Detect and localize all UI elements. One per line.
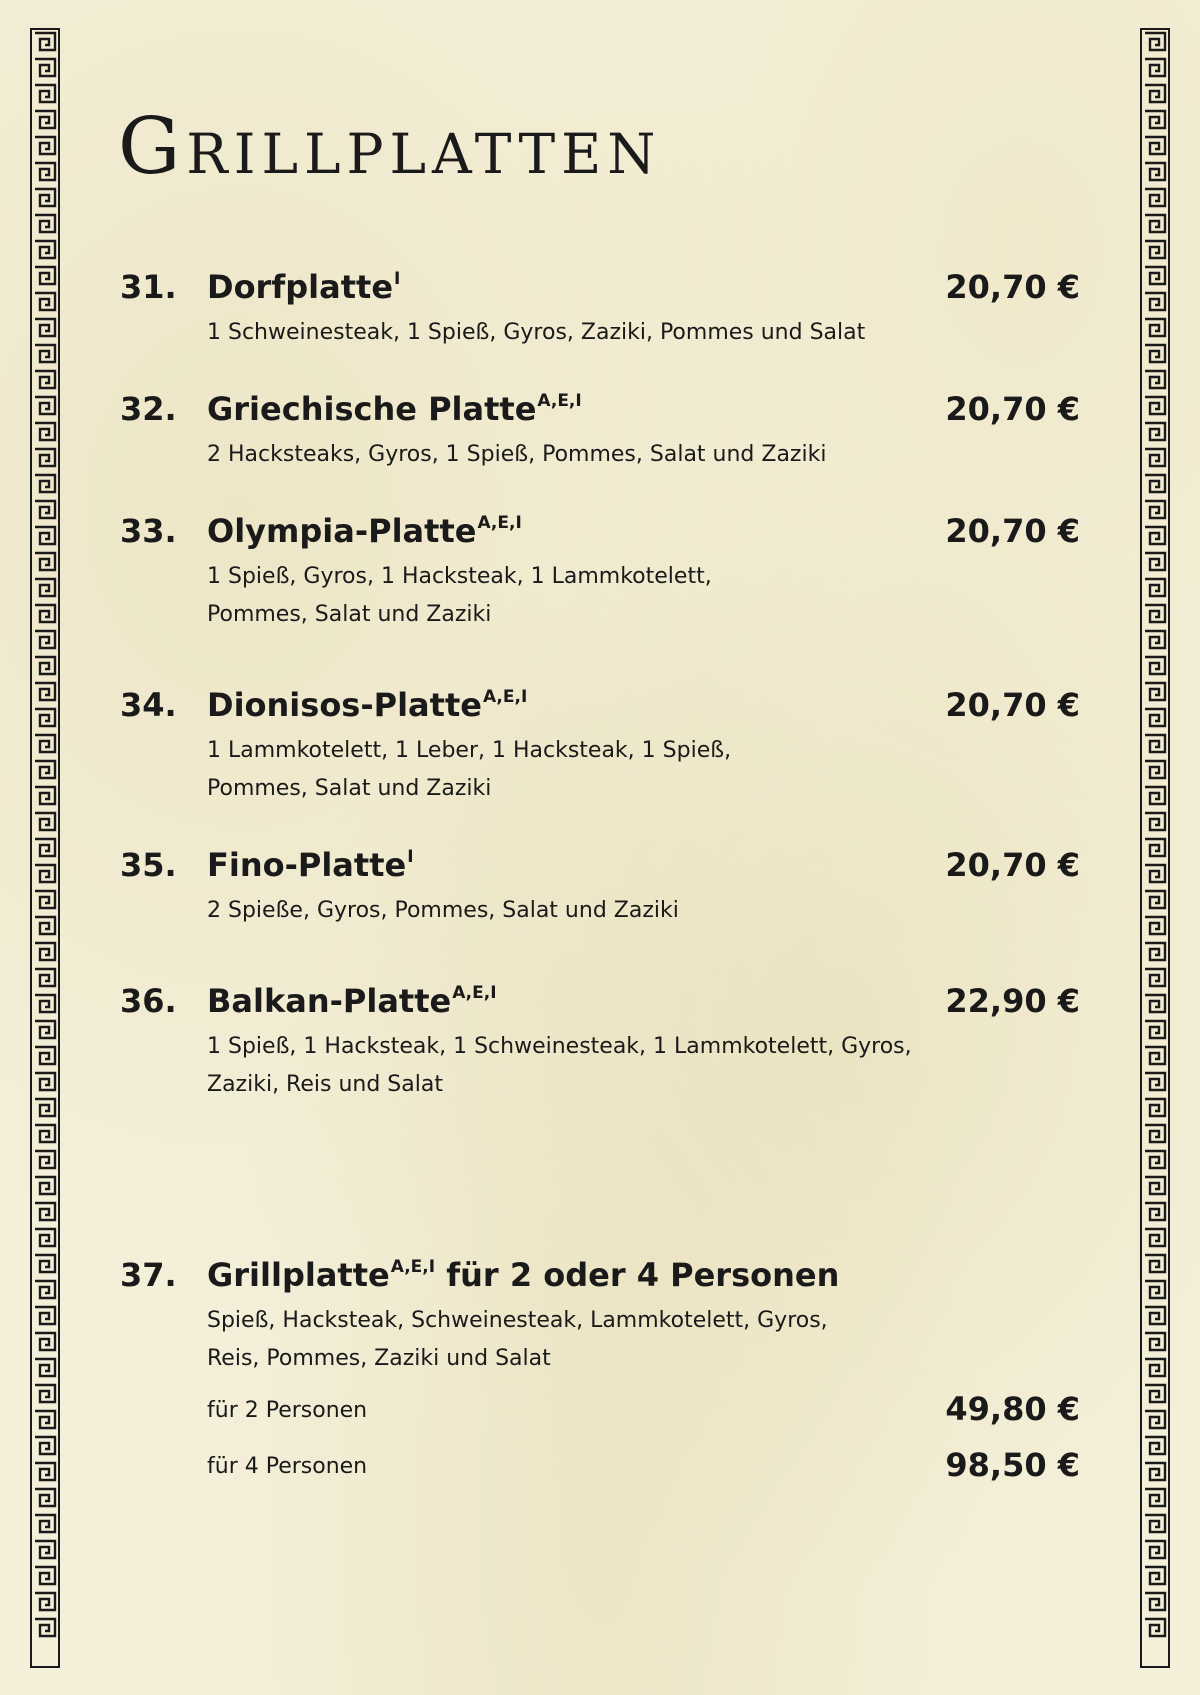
item-price: 20,70 € (945, 390, 1080, 428)
item-price: 20,70 € (945, 268, 1080, 306)
item-name: Griechische Platte$^{A,E,I}$ (207, 390, 582, 428)
option-label-4-persons: für 4 Personen (207, 1454, 368, 1479)
item-number: 33. (120, 512, 177, 550)
allergen-codes: I (394, 269, 401, 289)
item-number: 31. (120, 268, 177, 306)
item-price: 22,90 € (945, 982, 1080, 1020)
item-number: 34. (120, 686, 177, 724)
page-title: Grillplatten (118, 102, 662, 192)
item-name: Fino-Platte$^I$ (207, 846, 414, 884)
option-price-4-persons: 98,50 € (945, 1446, 1080, 1484)
allergen-codes: A,E,I (477, 513, 522, 533)
item-description: 2 Hacksteaks, Gyros, 1 Spieß, Pommes, Salat und Zaziki (207, 442, 827, 467)
item-price: 20,70 € (945, 846, 1080, 884)
greek-key-border-right (1140, 28, 1170, 1668)
item-price: 20,70 € (945, 686, 1080, 724)
item-description: 1 Lammkotelett, 1 Leber, 1 Hacksteak, 1 Spieß, Pommes, Salat und Zaziki (207, 738, 732, 801)
item-description: Spieß, Hacksteak, Schweinesteak, Lammkotelett, Gyros, Reis, Pommes, Zaziki und Salat (207, 1308, 828, 1371)
item-name: Olympia-Platte$^{A,E,I}$ (207, 512, 522, 550)
item-name: Balkan-Platte$^{A,E,I}$ (207, 982, 497, 1020)
allergen-codes: A,E,I (537, 391, 582, 411)
item-number: 37. (120, 1256, 177, 1294)
item-name: Dionisos-Platte$^{A,E,I}$ (207, 686, 528, 724)
item-description: 1 Schweinesteak, 1 Spieß, Gyros, Zaziki, Pommes und Salat (207, 320, 866, 345)
allergen-codes: A,E,I (452, 983, 497, 1003)
greek-key-border-left (30, 28, 60, 1668)
item-name: Grillplatte$^{A,E,I}$ für 2 oder 4 Personen (207, 1256, 840, 1294)
option-label-2-persons: für 2 Personen (207, 1398, 368, 1423)
item-description: 1 Spieß, 1 Hacksteak, 1 Schweinesteak, 1 Lammkotelett, Gyros, Zaziki, Reis und Salat (207, 1034, 912, 1097)
item-number: 32. (120, 390, 177, 428)
allergen-codes: A,E,I (390, 1257, 436, 1277)
item-number: 36. (120, 982, 177, 1020)
allergen-codes: I (407, 847, 414, 867)
item-name: Dorfplatte$^I$ (207, 268, 401, 306)
option-price-2-persons: 49,80 € (945, 1390, 1080, 1428)
item-number: 35. (120, 846, 177, 884)
item-price: 20,70 € (945, 512, 1080, 550)
item-description: 2 Spieße, Gyros, Pommes, Salat und Zaziki (207, 898, 679, 923)
allergen-codes: A,E,I (482, 687, 528, 707)
item-description: 1 Spieß, Gyros, 1 Hacksteak, 1 Lammkotelett, Pommes, Salat und Zaziki (207, 564, 712, 627)
